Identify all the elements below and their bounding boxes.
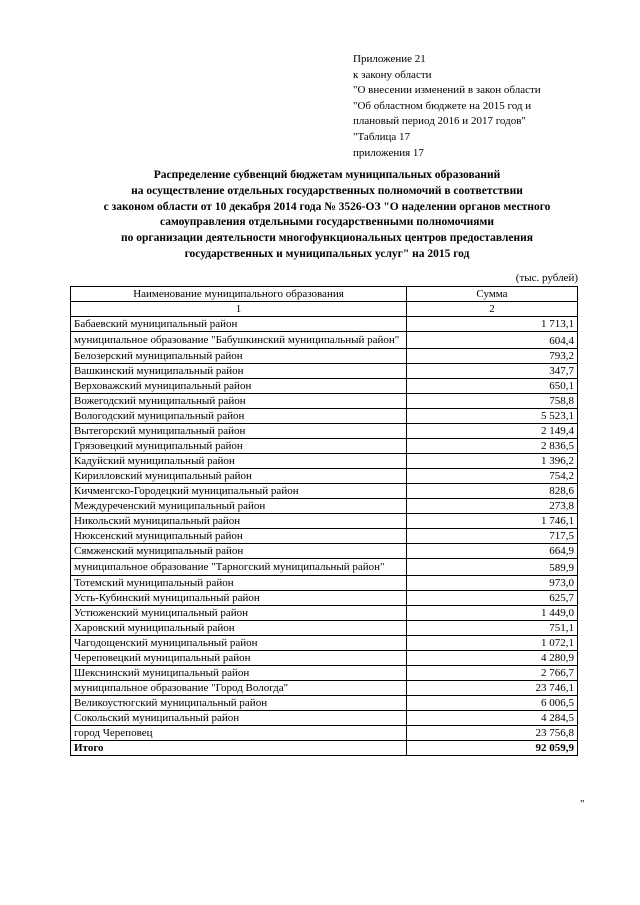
municipality-name: муниципальное образование "Бабушкинский муниципальный район" [71, 332, 407, 349]
amount-value: 664,9 [407, 544, 578, 559]
amount-value: 828,6 [407, 484, 578, 499]
amount-value: 1 072,1 [407, 636, 578, 651]
municipality-name: город Череповец [71, 726, 407, 741]
table-row [71, 726, 578, 741]
municipality-name: Шекснинский муниципальный район [71, 666, 407, 681]
municipality-name: Нюксенский муниципальный район [71, 529, 407, 544]
subvention-table [70, 286, 578, 756]
municipality-name: Белозерский муниципальный район [71, 349, 407, 364]
total-row [71, 741, 578, 756]
amount-value: 751,1 [407, 621, 578, 636]
table-row [71, 711, 578, 726]
table-row [71, 394, 578, 409]
table-row [71, 364, 578, 379]
title-line: по организации деятельности многофункциональных центров предоставления [121, 232, 533, 245]
amount-value: 625,7 [407, 591, 578, 606]
appendix-line: "Таблица 17 [353, 130, 411, 143]
municipality-name: Бабаевский муниципальный район [71, 317, 407, 332]
table-row [71, 484, 578, 499]
amount-value: 973,0 [407, 576, 578, 591]
municipality-name: Харовский муниципальный район [71, 621, 407, 636]
amount-value: 1 746,1 [407, 514, 578, 529]
amount-value: 2 766,7 [407, 666, 578, 681]
table-row [71, 499, 578, 514]
amount-value: 604,4 [407, 332, 578, 349]
amount-value: 758,8 [407, 394, 578, 409]
municipality-name: Кичменгско-Городецкий муниципальный район [71, 484, 407, 499]
column-number-1: 1 [71, 302, 407, 317]
amount-value: 23 756,8 [407, 726, 578, 741]
units-label: (тыс. рублей) [515, 272, 578, 284]
municipality-name: Вытегорский муниципальный район [71, 424, 407, 439]
table-row [71, 514, 578, 529]
table-row [71, 439, 578, 454]
title-line: на осуществление отдельных государственных полномочий в соответствии [131, 184, 523, 197]
appendix-line: "О внесении изменений в закон области [353, 84, 541, 97]
appendix-line: Приложение 21 [353, 53, 426, 65]
municipality-name: Вашкинский муниципальный район [71, 364, 407, 379]
title-line: Распределение субвенций бюджетам муниципальных образований [153, 169, 501, 181]
amount-value: 793,2 [407, 349, 578, 364]
table-header-row [71, 287, 578, 302]
municipality-name: Тотемский муниципальный район [71, 576, 407, 591]
table-row [71, 591, 578, 606]
amount-value: 2 836,5 [407, 439, 578, 454]
table-row [71, 424, 578, 439]
amount-value: 4 280,9 [407, 651, 578, 666]
municipality-name: Чагодощенский муниципальный район [71, 636, 407, 651]
appendix-line: "Об областном бюджете на 2015 год и [353, 99, 532, 112]
closing-quote: " [580, 798, 585, 810]
table-row [71, 409, 578, 424]
table-row [71, 379, 578, 394]
municipality-name: Никольский муниципальный район [71, 514, 407, 529]
column-number-row [71, 302, 578, 317]
amount-value: 347,7 [407, 364, 578, 379]
total-amount: 92 059,9 [407, 741, 578, 756]
amount-value: 23 746,1 [407, 681, 578, 696]
appendix-line: приложения 17 [353, 146, 424, 159]
title-line: с законом области от 10 декабря 2014 года № 3526-ОЗ "О наделении органов местного [103, 200, 551, 213]
table-row [71, 332, 578, 349]
municipality-name: Междуреченский муниципальный район [71, 499, 407, 514]
municipality-name: Череповецкий муниципальный район [71, 651, 407, 666]
header-amount: Сумма [407, 287, 578, 302]
amount-value: 6 006,5 [407, 696, 578, 711]
table-row [71, 636, 578, 651]
municipality-name: Великоустюгский муниципальный район [71, 696, 407, 711]
appendix-line: к закону области [353, 68, 432, 81]
municipality-name: Сямженский муниципальный район [71, 544, 407, 559]
municipality-name: Верховажский муниципальный район [71, 379, 407, 394]
table-row [71, 317, 578, 332]
amount-value: 754,2 [407, 469, 578, 484]
table-row [71, 666, 578, 681]
municipality-name: муниципальное образование "Город Вологда" [71, 681, 407, 696]
amount-value: 589,9 [407, 559, 578, 576]
table-row [71, 529, 578, 544]
municipality-name: муниципальное образование "Тарногский муниципальный район" [71, 559, 407, 576]
municipality-name: Грязовецкий муниципальный район [71, 439, 407, 454]
municipality-name: Кадуйский муниципальный район [71, 454, 407, 469]
title-line: государственных и муниципальных услуг" на 2015 год [184, 247, 470, 260]
table-row [71, 469, 578, 484]
total-label: Итого [71, 741, 407, 756]
municipality-name: Вожегодский муниципальный район [71, 394, 407, 409]
appendix-header [353, 52, 541, 161]
table-row [71, 696, 578, 711]
table-row [71, 559, 578, 576]
amount-value: 650,1 [407, 379, 578, 394]
document-title [70, 168, 584, 263]
table-row [71, 576, 578, 591]
appendix-line: плановый период 2016 и 2017 годов" [353, 115, 526, 128]
table-row [71, 606, 578, 621]
municipality-name: Усть-Кубинский муниципальный район [71, 591, 407, 606]
amount-value: 4 284,5 [407, 711, 578, 726]
amount-value: 5 523,1 [407, 409, 578, 424]
amount-value: 273,8 [407, 499, 578, 514]
amount-value: 717,5 [407, 529, 578, 544]
table-row [71, 349, 578, 364]
table-row [71, 681, 578, 696]
municipality-name: Кирилловский муниципальный район [71, 469, 407, 484]
amount-value: 2 149,4 [407, 424, 578, 439]
municipality-name: Вологодский муниципальный район [71, 409, 407, 424]
table-row [71, 544, 578, 559]
table-row [71, 651, 578, 666]
amount-value: 1 396,2 [407, 454, 578, 469]
table-row [71, 454, 578, 469]
municipality-name: Устюженский муниципальный район [71, 606, 407, 621]
column-number-2: 2 [407, 302, 578, 317]
municipality-name: Сокольский муниципальный район [71, 711, 407, 726]
amount-value: 1 713,1 [407, 317, 578, 332]
title-line: самоуправления отдельными государственными полномочиями [160, 216, 494, 229]
header-name: Наименование муниципального образования [71, 287, 407, 302]
table-row [71, 621, 578, 636]
amount-value: 1 449,0 [407, 606, 578, 621]
